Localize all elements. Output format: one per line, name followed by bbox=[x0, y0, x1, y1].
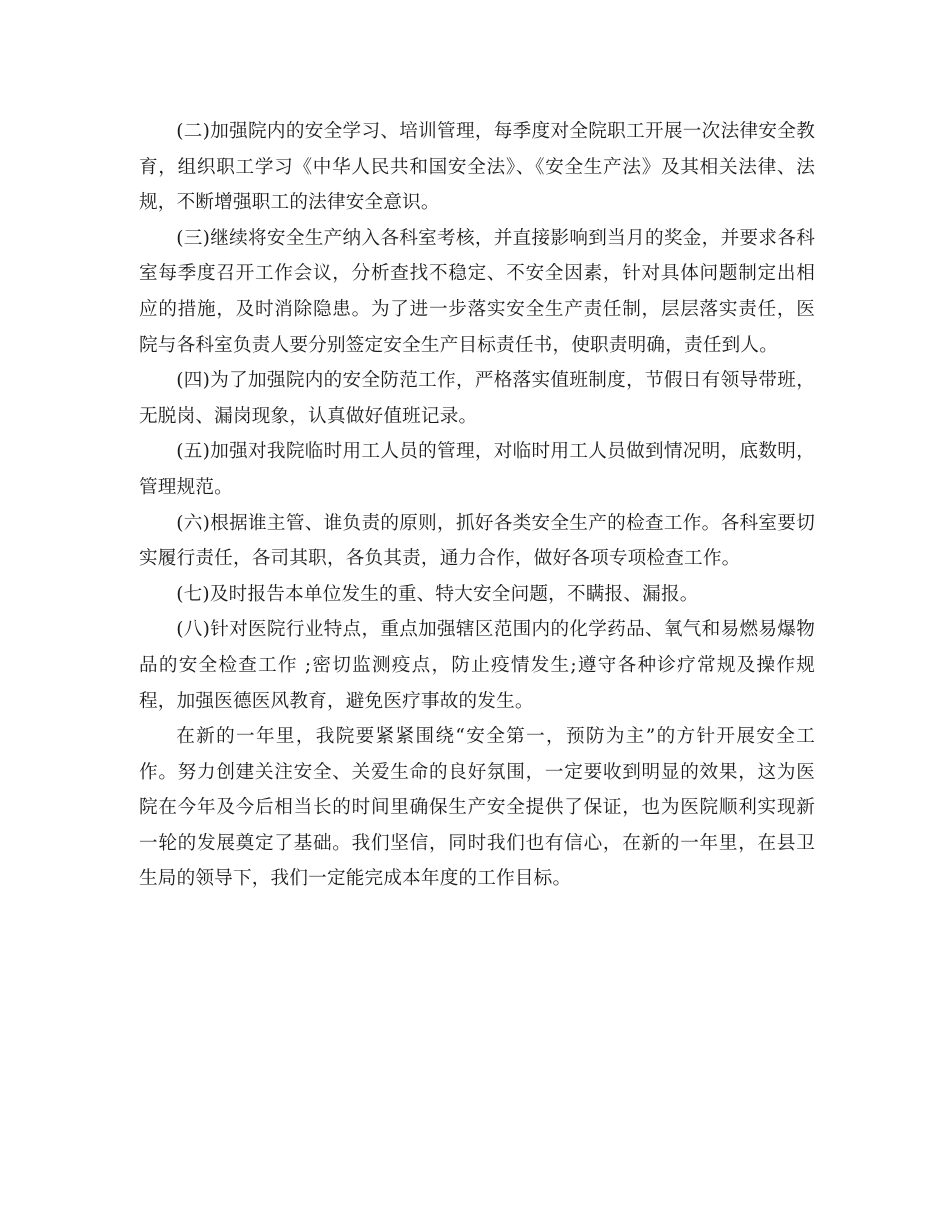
document-body bbox=[139, 114, 815, 897]
paragraph-item-7: (七)及时报告本单位发生的重、特大安全问题，不瞒报、漏报。 bbox=[176, 583, 699, 605]
paragraph-item-2: (二)加强院内的安全学习、培训管理，每季度对全院职工开展一次法律安全教育，组织职工学习《中华人民共和国安全法》、《安全生产法》及其相关法律、法规，不断增强职工的法律安全意识。 bbox=[139, 121, 815, 214]
paragraph-item-6: (六)根据谁主管、谁负责的原则，抓好各类安全生产的检查工作。各科室要切实履行责任，各司其职，各负其责，通力合作，做好各项专项检查工作。 bbox=[139, 512, 815, 570]
closing-paragraph: 在新的一年里，我院要紧紧围绕“安全第一，预防为主”的方针开展安全工作。努力创建关注安全、关爱生命的良好氛围，一定要收到明显的效果，这为医院在今年及今后相当长的时间里确保生产安全提供了保证，也为医院顺利实现新一轮的发展奠定了基础。我们坚信，同时我们也有信心，在新的一年里，在县卫生局的领导下，我们一定能完成本年度的工作目标。 bbox=[139, 726, 815, 890]
paragraph-item-8: (八)针对医院行业特点，重点加强辖区范围内的化学药品、氧气和易燃易爆物品的安全检查工作 ;密切监测疫点，防止疫情发生;遵守各种诊疗常规及操作规程，加强医德医风教育，避免医疗事故的发生。 bbox=[139, 619, 815, 712]
paragraph-item-4: (四)为了加强院内的安全防范工作，严格落实值班制度，节假日有领导带班，无脱岗、漏岗现象，认真做好值班记录。 bbox=[139, 370, 815, 427]
paragraph-item-3: (三)继续将安全生产纳入各科室考核，并直接影响到当月的奖金，并要求各科室每季度召开工作会议，分析查找不稳定、不安全因素，针对具体问题制定出相应的措施，及时消除隐患。为了进一步落实安全生产责任制，层层落实责任，医院与各科室负责人要分别签定安全生产目标责任书，使职责明确，责任到人。 bbox=[139, 227, 815, 356]
paragraph-item-5: (五)加强对我院临时用工人员的管理，对临时用工人员做到情况明，底数明，管理规范。 bbox=[139, 441, 815, 498]
